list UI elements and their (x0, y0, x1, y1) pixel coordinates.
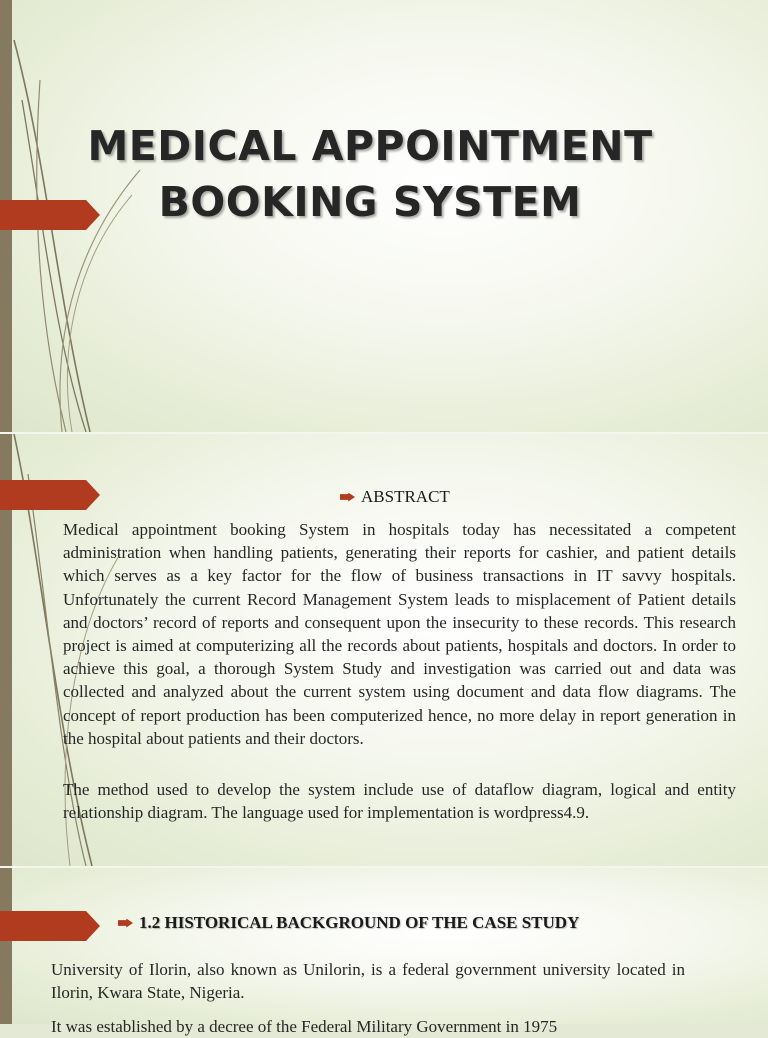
title-line-1: MEDICAL APPOINTMENT (87, 122, 653, 170)
accent-arrow (0, 480, 100, 510)
slide-title (40, 118, 700, 230)
title-slide (0, 0, 768, 432)
abstract-heading-text: ABSTRACT (361, 487, 450, 506)
history-slide (0, 868, 768, 1036)
abstract-slide (0, 434, 768, 866)
sidebar-bar (0, 868, 12, 1024)
accent-arrow (0, 911, 100, 941)
history-paragraph-2: It was established by a decree of the Federal Military Government in 1975 (51, 1017, 558, 1036)
abstract-paragraph-1: Medical appointment booking System in hospitals today has necessitated a competent administration when handling patients, generating their reports for cashier, and patient details which serves as a key factor for the flow of business transactions in IT savvy hospitals. Unfortunately the current Record Management System leads to misplacement of Patient details and doctors’ record of reports and consequent upon the insecurity to these records. This research project is aimed at computerizing all the records about patients, hospitals and doctors. In order to achieve this goal, a thorough System Study and investigation was carried out and data was collected and analyzed about the current system using document and data flow diagrams. The concept of report production has been computerized hence, no more delay in report generation in the hospital about patients and their doctors. (63, 520, 736, 748)
arrow-bullet-icon (340, 493, 355, 502)
abstract-paragraph-2: The method used to develop the system include use of dataflow diagram, logical and entity relationship diagram. The language used for implementation is wordpress4.9. (63, 780, 736, 823)
arrow-bullet-icon (118, 919, 133, 928)
history-paragraph-1: University of Ilorin, also known as Unilorin, is a federal government university located in Ilorin, Kwara State, Nigeria. (51, 960, 685, 1003)
abstract-heading (340, 487, 450, 507)
history-heading-text: 1.2 HISTORICAL BACKGROUND OF THE CASE STUDY (139, 913, 580, 932)
title-line-2: BOOKING SYSTEM (158, 178, 582, 226)
history-heading (118, 913, 579, 933)
